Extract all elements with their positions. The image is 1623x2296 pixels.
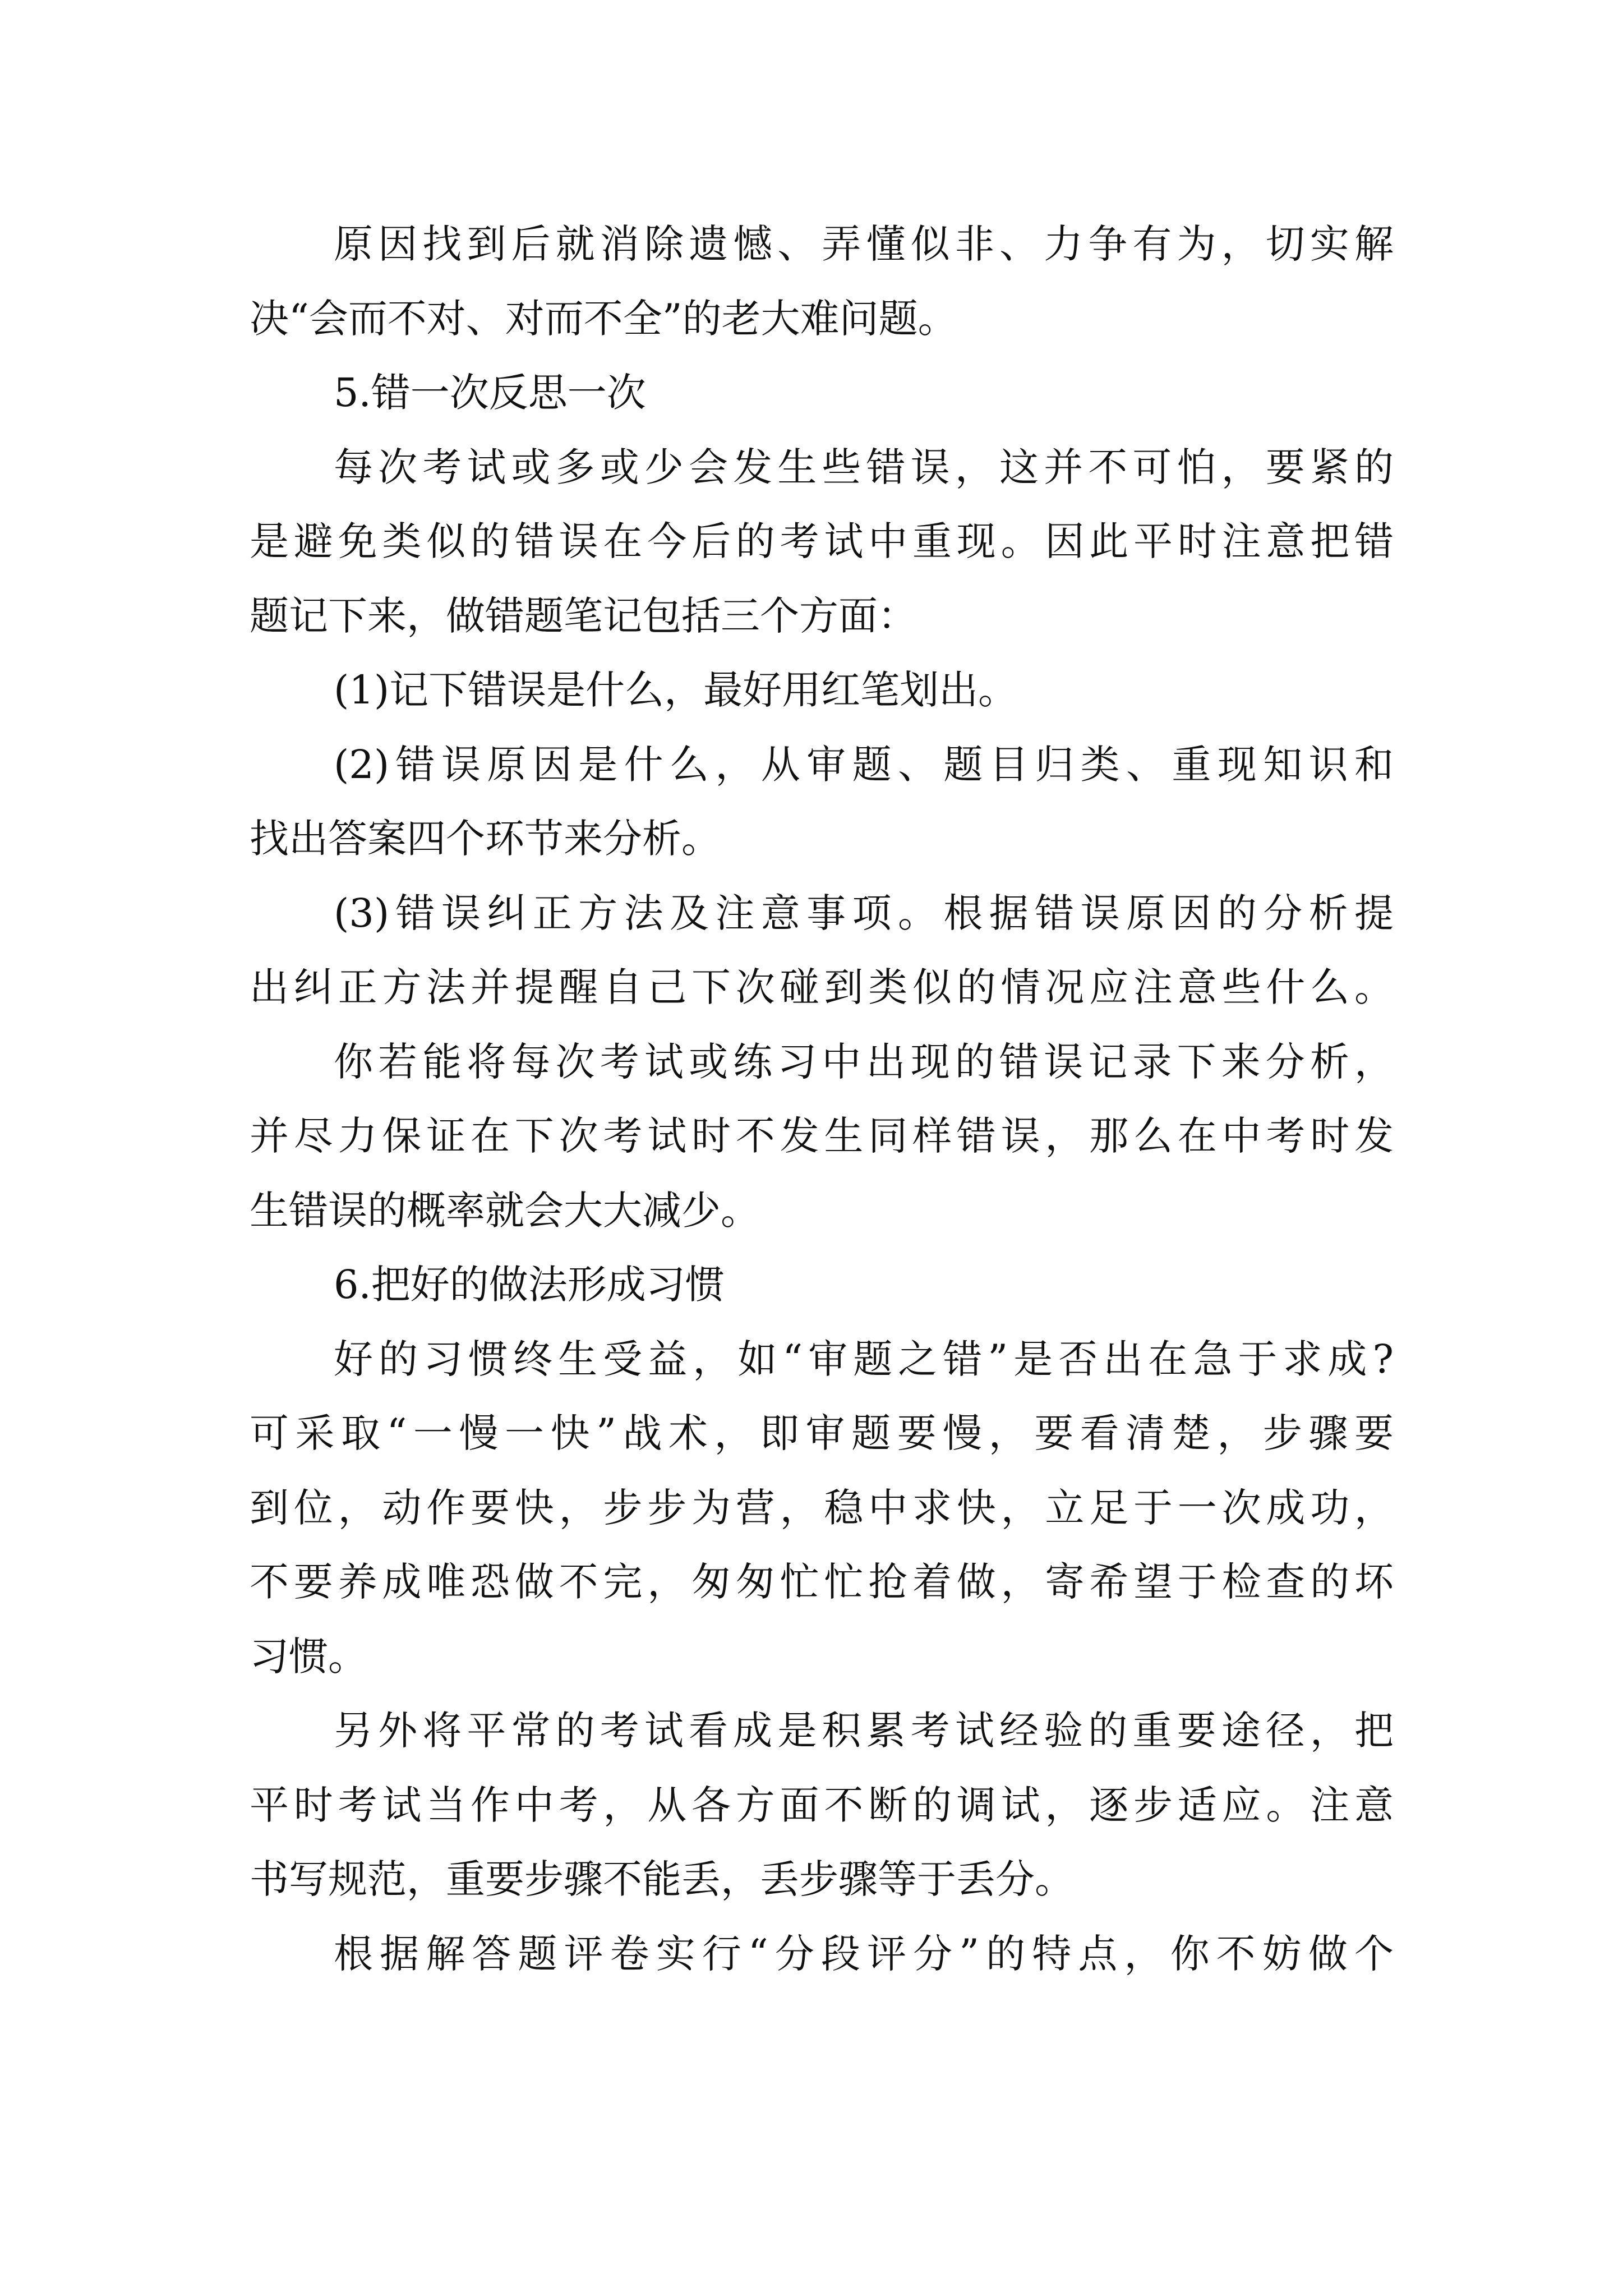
text-line: 根据解答题评卷实行“分段评分”的特点，你不妨做个 [334, 1931, 1394, 1977]
text-line: 好的习惯终生受益，如“审题之错”是否出在急于求成? [334, 1336, 1394, 1382]
text-line: 原因找到后就消除遗憾、弄懂似非、力争有为，切实解 [334, 221, 1394, 267]
text-line: 可采取“一慢一快”战术，即审题要慢，要看清楚，步骤要 [250, 1410, 1394, 1456]
text-line: 决“会而不对、对而不全”的老大难问题。 [250, 296, 957, 342]
text-line: 习惯。 [250, 1634, 367, 1680]
text-line: 书写规范，重要步骤不能丢，丢步骤等于丢分。 [250, 1856, 1074, 1902]
text-line: 找出答案四个环节来分析。 [250, 816, 721, 862]
section-heading: 6.把好的做法形成习惯 [334, 1262, 725, 1308]
text-line: 题记下来，做错题笔记包括三个方面： [250, 593, 917, 639]
list-item: (1)记下错误是什么，最好用红笔划出。 [334, 667, 1018, 713]
section-heading: 5.错一次反思一次 [334, 370, 646, 416]
text-line: 每次考试或多或少会发生些错误，这并不可怕，要紧的 [334, 444, 1394, 490]
text-line: 另外将平常的考试看成是积累考试经验的重要途径，把 [334, 1708, 1394, 1754]
text-line: 不要养成唯恐做不完，匆匆忙忙抢着做，寄希望于检查的坏 [250, 1559, 1394, 1605]
text-line: 平时考试当作中考，从各方面不断的调试，逐步适应。注意 [250, 1782, 1394, 1828]
text-line: 你若能将每次考试或练习中出现的错误记录下来分析， [334, 1039, 1394, 1085]
text-line: 并尽力保证在下次考试时不发生同样错误，那么在中考时发 [250, 1113, 1394, 1159]
text-line: 到位，动作要快，步步为营，稳中求快，立足于一次成功， [250, 1485, 1394, 1531]
text-line: 是避免类似的错误在今后的考试中重现。因此平时注意把错 [250, 518, 1394, 564]
list-item: (3)错误纠正方法及注意事项。根据错误原因的分析提 [334, 890, 1394, 936]
list-item: (2)错误原因是什么，从审题、题目归类、重现知识和 [334, 742, 1394, 788]
text-line: 生错误的概率就会大大减少。 [250, 1188, 760, 1234]
text-line: 出纠正方法并提醒自己下次碰到类似的情况应注意些什么。 [250, 964, 1394, 1010]
